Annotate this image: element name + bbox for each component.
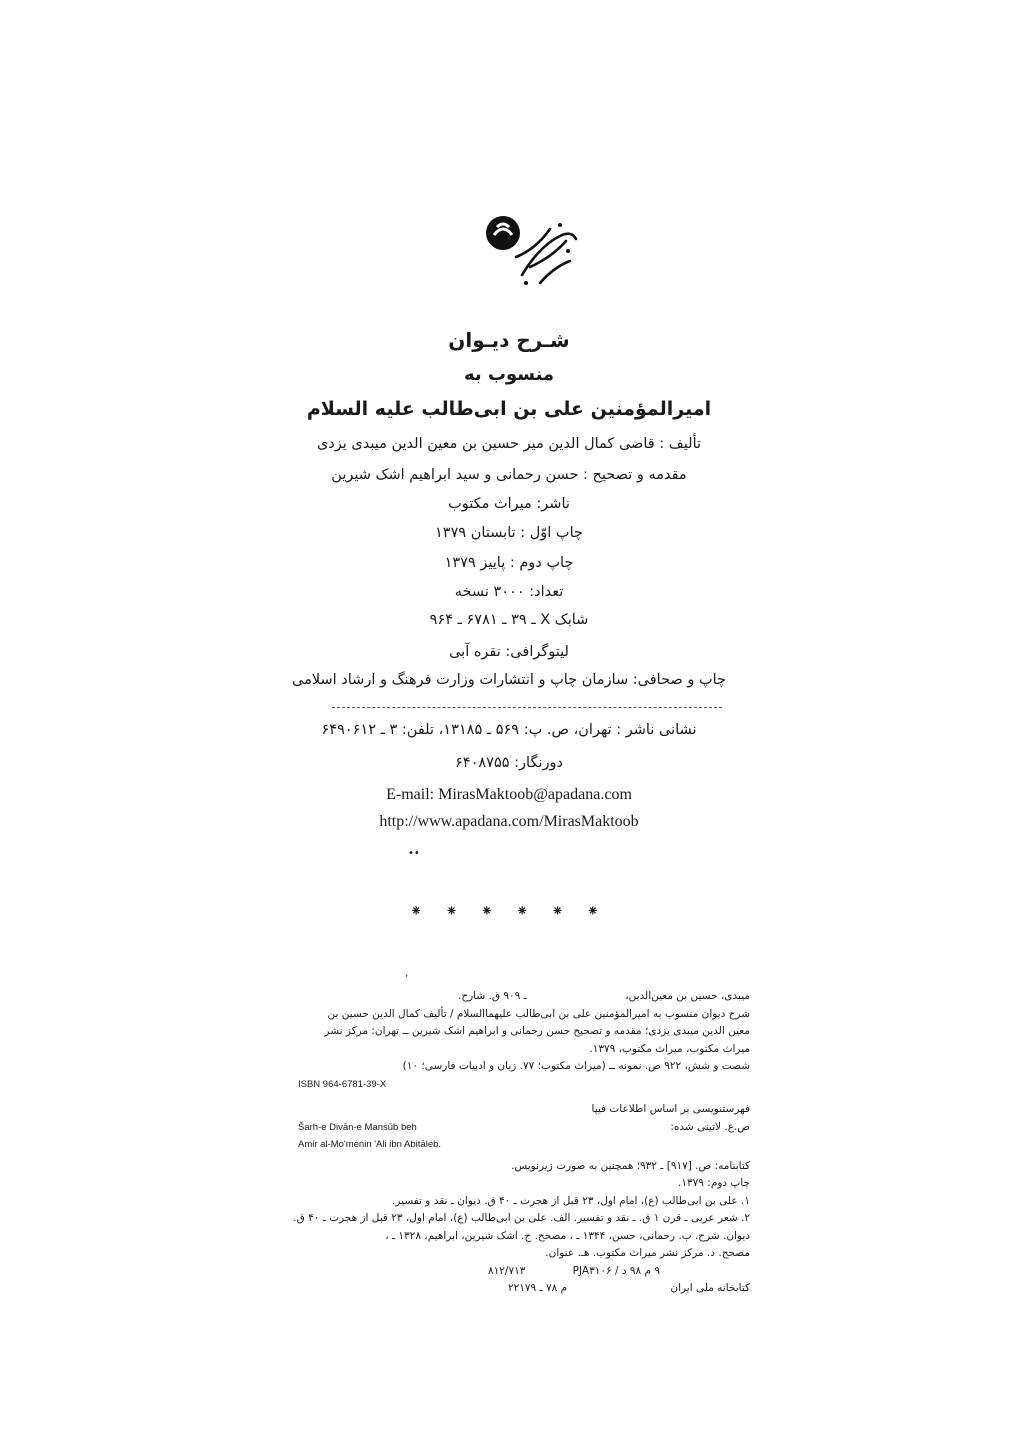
publisher-logo (470, 205, 590, 295)
cip-classification: ۹ م ۹۸ د / PJA۳۱۰۶ (572, 1264, 660, 1277)
cip-line: فهرستنويسى بر اساس اطلاعات فيپا (591, 1103, 750, 1115)
cip-line: ۱. على بن ابى‌طالب (ع)، امام اول، ۲۳ قبل از هجرت ـ ۴۰ ق. ديوان ـ نقد و تفسير. (392, 1194, 750, 1207)
ornament-stars: ⁕ ⁕ ⁕ ⁕ ⁕ ⁕ (409, 902, 609, 920)
cip-line: چاپ دوم: ۱۳۷۹. (678, 1177, 750, 1189)
cip-line: مصحح. د. مركز نشر ميراث مكتوب. هـ. عنوان. (545, 1247, 750, 1259)
cip-library: كتابخانه ملى ايران (670, 1282, 750, 1294)
cip-line: ۲. شعر عربى ـ قرن ۱ ق. ـ نقد و تفسير. الف. على بن ابى‌طالب (ع)، امام اول، ۲۳ قبل از هجرت ـ ۴۰ ق. (293, 1212, 750, 1224)
cip-line: معين الدين ميبدى يزدى؛ مقدمه و تصحيح حسن رحمانى و ابراهيم اشک شيرين ــ تهران: مركز نشر (324, 1025, 750, 1037)
address-line: نشانى ناشر : تهران، ص. پ: ۵۶۹ ـ ۱۳۱۸۵، تلفن: ۳ ـ ۶۴۹۰۶۱۲ (321, 722, 697, 738)
lithography-line: ليتوگرافى: نقره آبى (449, 644, 569, 660)
cip-line: ديوان. شرح. ب. رحمانى، حسن، ۱۳۴۴ ـ ، مصحح. ج. اشک شيرين، ابراهيم، ۱۳۲۸ ـ ، (385, 1229, 750, 1242)
cip-dewey: ۸۱۲/۷۱۳ (488, 1264, 526, 1277)
speck: •• (408, 848, 420, 859)
printing-line: چاپ و صحافى: سازمان چاپ و انتشارات وزارت فرهنگ و ارشاد اسلامى (292, 672, 726, 688)
first-print-line: چاپ اوّل : تابستان ۱۳۷۹ (435, 525, 583, 541)
book-subtitle-2: اميرالمؤمنين على بن ابى‌طالب عليه السلام (306, 398, 712, 420)
cip-number: م ۷۸ ـ ۲۲۱۷۹ (508, 1282, 568, 1294)
cip-author: ميبدى، حسين بن معين‌الدين، (625, 990, 750, 1002)
cip-line: ص.ع. لاتينى شده: (670, 1120, 750, 1133)
book-subtitle: منسوب به (463, 364, 555, 385)
author-line: تأليف : قاضى كمال الدين مير حسين بن معين الدين ميبدى يزدى (316, 436, 702, 452)
fax-line: دورنگار: ۶۴۰۸۷۵۵ (455, 755, 563, 771)
cip-line: شصت و شش، ۹۲۲ ص. نمونه ــ (ميراث مكتوب؛ ۷۷. زبان و ادبيات فارسى؛ ۱۰) (402, 1060, 750, 1072)
cip-line: كتابنامه: ص. [۹۱۷] ـ ۹۳۲؛ همچنين به صورت زيرنويس. (511, 1159, 750, 1172)
copies-line: تعداد: ۳۰۰۰ نسخه (454, 584, 564, 600)
cip-latin-title-2: Amir al-Mo'menin 'Ali ibn Abitāleb. (298, 1139, 442, 1150)
cip-isbn: ISBN 964-6781-39-X (298, 1078, 387, 1090)
editors-line: مقدمه و تصحيح : حسن رحمانى و سيد ابراهيم اشک شيرين (331, 467, 687, 483)
cip-author-date: ـ ۹۰۹ ق. شارح. (458, 990, 527, 1002)
speck-2: ‚ (405, 968, 409, 979)
web-line: http://www.apadana.com/MirasMaktoob (379, 813, 639, 830)
cip-line: ميراث مكتوب، ميراث مكتوب، ۱۳۷۹. (589, 1042, 750, 1055)
isbn-line: شابک X ـ ۳۹ ـ ۶۷۸۱ ـ ۹۶۴ (429, 612, 589, 628)
cip-latin-title: Šarh-e Divān-e Mansūb beh (298, 1121, 417, 1133)
publisher-line: ناشر: ميراث مكتوب (448, 496, 570, 512)
divider (332, 707, 722, 708)
second-print-line: چاپ دوم : پاييز ۱۳۷۹ (444, 555, 574, 571)
cip-record (293, 988, 750, 1298)
book-title: شـرح ديـوان (448, 328, 570, 352)
email-line: E-mail: MirasMaktoob@apadana.com (386, 786, 632, 803)
cip-line: شرح ديوان منسوب به اميرالمؤمنين على بن ابى‌طالب عليهماالسلام / تأليف كمال الدين حسين بن (327, 1007, 750, 1020)
